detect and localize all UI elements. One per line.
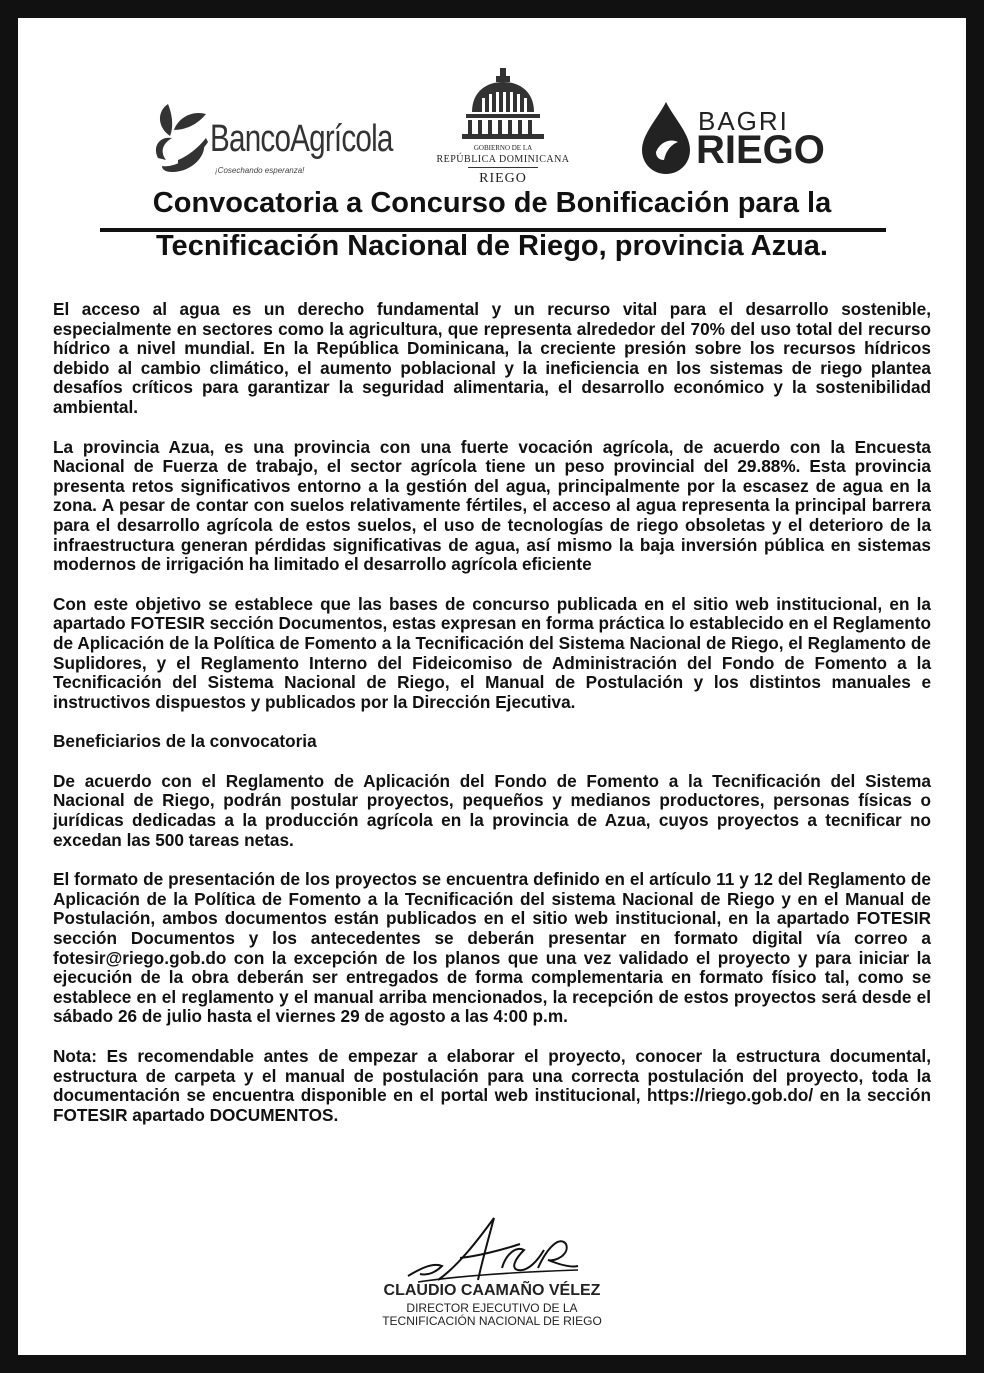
sprout-icon [148, 98, 218, 178]
paragraph-formato: El formato de presentación de los proyectos se encuentra definido en el artículo 11 y 12 del Reglamento de Aplicación de la Política de Fomento a la Tecnificación del sistema Nacional de Riego y en el Manual de Postulación, ambos documentos están publicados en el sitio web institucional, en la apartado FOTESIR sección Documentos y los antecedentes se deberán presentar en formato digital vía correo a fotesir@riego.gob.do con la excepción de los planos que una vez validado el proyecto y para iniciar la ejecución de la obra deberán ser entregados de forma complementaria en formato físico tal, como se establece en el reglamento y el manual arriba mencionados, la recepción de estos proyectos será desde el sábado 26 de julio hasta el viernes 29 de agosto a las 4:00 p.m. [53, 869, 931, 1027]
banco-agricola-tagline: ¡Cosechando esperanza! [215, 166, 305, 175]
signatory-name: CLAUDIO CAAMAÑO VÉLEZ [383, 1282, 601, 1299]
bagri-wordmark: BAGRI [698, 106, 789, 136]
signatory-role-line-1: DIRECTOR EJECUTIVO DE LA [406, 1301, 578, 1315]
gobierno-divider [468, 167, 538, 168]
gobierno-riego-logo [428, 68, 578, 193]
document-page [18, 18, 966, 1355]
paragraph-nota: Nota: Es recomendable antes de empezar a elaborar el proyecto, conocer la estructura documental, estructura de carpeta y el manual de postulación para una correcta postulación del proyecto, toda la documentación se encuentra disponible en el portal web institucional, https://riego.gob.do/ en la sección FOTESIR apartado DOCUMENTOS. [53, 1046, 931, 1125]
gobierno-line-3: RIEGO [479, 171, 527, 186]
title-line-1: Convocatoria a Concurso de Bonificación para la [152, 187, 832, 219]
paragraph-azua: La provincia Azua, es una provincia con una fuerte vocación agrícola, de acuerdo con la Encuesta Nacional de Fuerza de trabajo, el sector agrícola tiene un peso provincial del 29.88%. Esta provincia presenta retos significativos entorno a la gestión del agua, principalmente por la escasez de agua en la zona. A pesar de contar con suelos relativamente fértiles, el acceso al agua representa la principal barrera para el desarrollo agrícola de estos suelos, el uso de tecnologías de riego obsoletas y el deterioro de la infraestructura generan pérdidas significativas de agua, así mismo la baja inversión pública en sistemas modernos de irrigación ha limitado el desarrollo agrícola eficiente [53, 436, 931, 575]
section-heading-beneficiarios: Beneficiarios de la convocatoria [53, 731, 317, 752]
gobierno-line-2: REPÚBLICA DOMINICANA [436, 154, 570, 165]
logo-bar [18, 68, 966, 193]
gobierno-line-1: GOBIERNO DE LA [473, 144, 533, 152]
bagri-riego-logo [638, 98, 838, 178]
signatory-role-line-2: TECNIFICACIÓN NACIONAL DE RIEGO [382, 1314, 602, 1328]
document-body [53, 300, 931, 1145]
capitol-dome-icon [458, 68, 548, 140]
paragraph-intro: El acceso al agua es un derecho fundamental y un recurso vital para el desarrollo sostenible, especialmente en sectores como la agricultura, que representa alrededor del 70% del uso total del recurso hídrico a nivel mundial. En la República Dominicana, la creciente presión sobre los recursos hídricos debido al cambio climático, el aumento poblacional y la ineficiencia en los sistemas de riego plantea desafíos críticos para garantizar la seguridad alimentaria, el desarrollo económico y la sostenibilidad ambiental. [53, 299, 931, 417]
paragraph-beneficiarios: De acuerdo con el Reglamento de Aplicación del Fondo de Fomento a la Tecnificación del Sistema Nacional de Riego, podrán postular proyectos, pequeños y medianos productores, personas físicas o jurídicas dedicadas a la producción agrícola en la provincia de Azua, cuyos proyectos a tecnificar no excedan las 500 tareas netas. [53, 770, 931, 850]
banco-agricola-name: BancoAgrícola [210, 118, 393, 160]
paragraph-objective: Con este objetivo se establece que las bases de concurso publicada en el sitio web institucional, en la apartado FOTESIR sección Documentos, estas expresan en forma práctica lo establecido en el Reglamento de Aplicación de la Política de Fomento a la Tecnificación del Sistema Nacional de Riego, el Reglamento de Suplidores, y el Reglamento Interno del Fideicomiso de Administración del Fondo de Fomento a la Tecnificación del Sistema Nacional de Riego, el Manual de Postulación y los distintos manuales e instructivos dispuestos y publicados por la Dirección Ejecutiva. [53, 593, 931, 712]
water-drop-icon [638, 100, 694, 176]
title-line-2: Tecnificación Nacional de Riego, provincia Azua. [156, 230, 828, 262]
banco-agricola-logo [148, 98, 408, 178]
riego-wordmark: RIEGO [696, 128, 825, 172]
